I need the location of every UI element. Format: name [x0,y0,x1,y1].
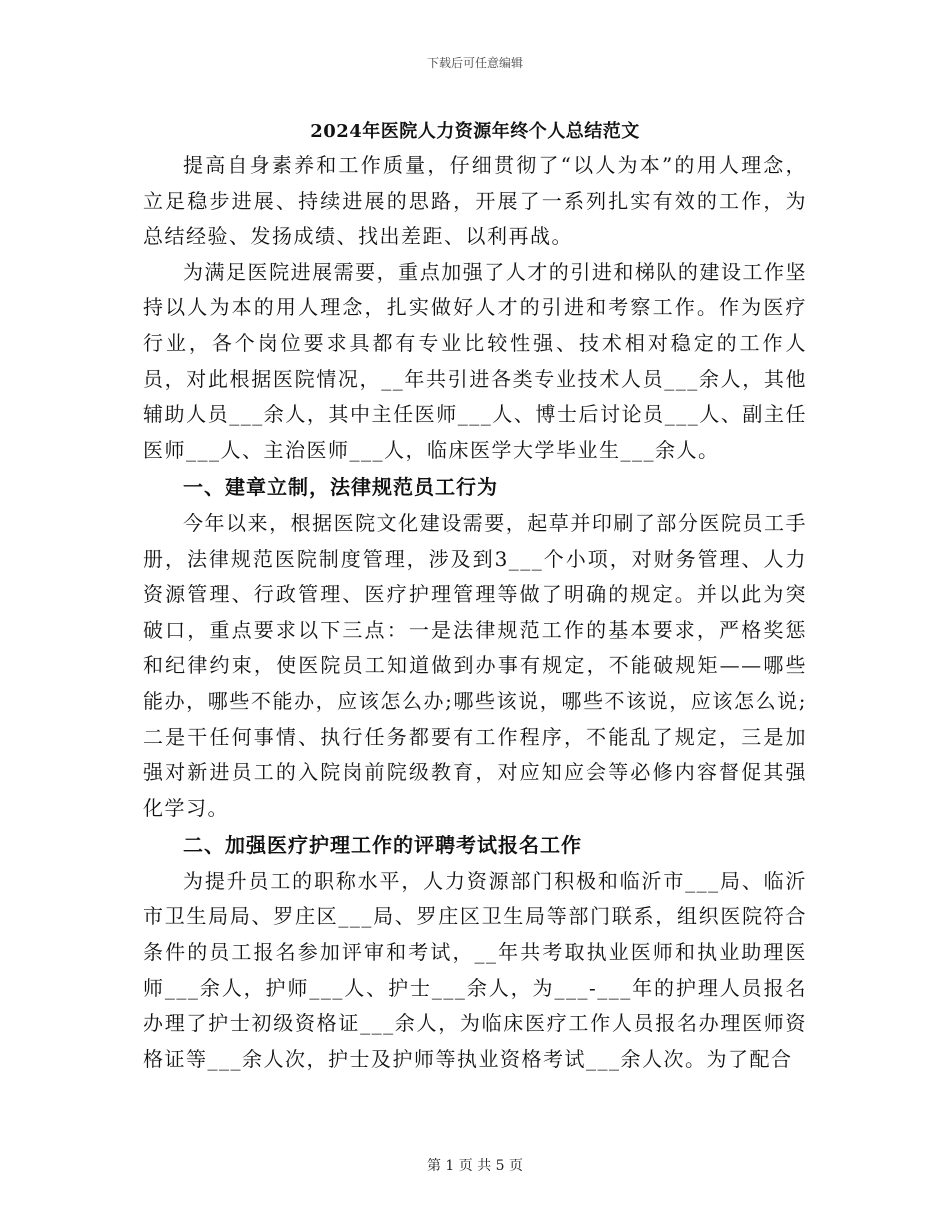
section-heading-1: 一、建章立制，法律规范员工行为 [183,475,498,500]
page-indicator: 第 1 页 共 5 页 [426,1158,524,1174]
section1-paragraph: 今年以来，根据医院文化建设需要，起草并印刷了部分医院员工手册，法律规范医院制度管理，涉及到3___个小项，对财务管理、人力资源管理、行政管理、医疗护理管理等做了明确的规定。并以此为突破口，重点要求以下三点：一是法律规范工作的基本要求，严格奖惩和纪律约束，使医院员工知道做到办事有规定，不能破规矩——哪些能办，哪些不能办，应该怎么办;哪些该说，哪些不该说，应该怎么说;二是干任何事情、执行任务都要有工作程序，不能乱了规定，三是加强对新进员工的入院岗前院级教育，对应知应会等必修内容督促其强化学习。 [143,510,807,820]
recruitment-paragraph: 为满足医院进展需要，重点加强了人才的引进和梯队的建设工作坚持以人为本的用人理念，扎实做好人才的引进和考察工作。作为医疗行业，各个岗位要求具都有专业比较性强、技术相对稳定的工作人员，对此根据医院情况，__年共引进各类专业技术人员___余人，其他辅助人员___余人，其中主任医师___人、博士后讨论员___人、副主任医师___人、主治医师___人，临床医学大学毕业生___余人。 [143,259,807,462]
section2-paragraph: 为提升员工的职称水平，人力资源部门积极和临沂市___局、临沂市卫生局局、罗庄区___局、罗庄区卫生局等部门联系，组织医院符合条件的员工报名参加评审和考试，__年共考取执业医师和执业助理医师___余人，护师___人、护士___余人，为___-___年的护理人员报名办理了护士初级资格证___余人，为临床医疗工作人员报名办理医师资格证等___余人次，护士及护师等执业资格考试___余人次。为了配合 [143,868,807,1071]
header-note: 下载后可任意编辑 [426,56,523,70]
document-body [143,148,807,1077]
document-title: 2024年医院人力资源年终个人总结范文 [310,121,640,142]
section-heading-2: 二、加强医疗护理工作的评聘考试报名工作 [183,833,582,858]
intro-paragraph: 提高自身素养和工作质量，仔细贯彻了“以人为本”的用人理念，立足稳步进展、持续进展的思路，开展了一系列扎实有效的工作，为总结经验、发扬成绩、找出差距、以利再战。 [143,153,807,249]
